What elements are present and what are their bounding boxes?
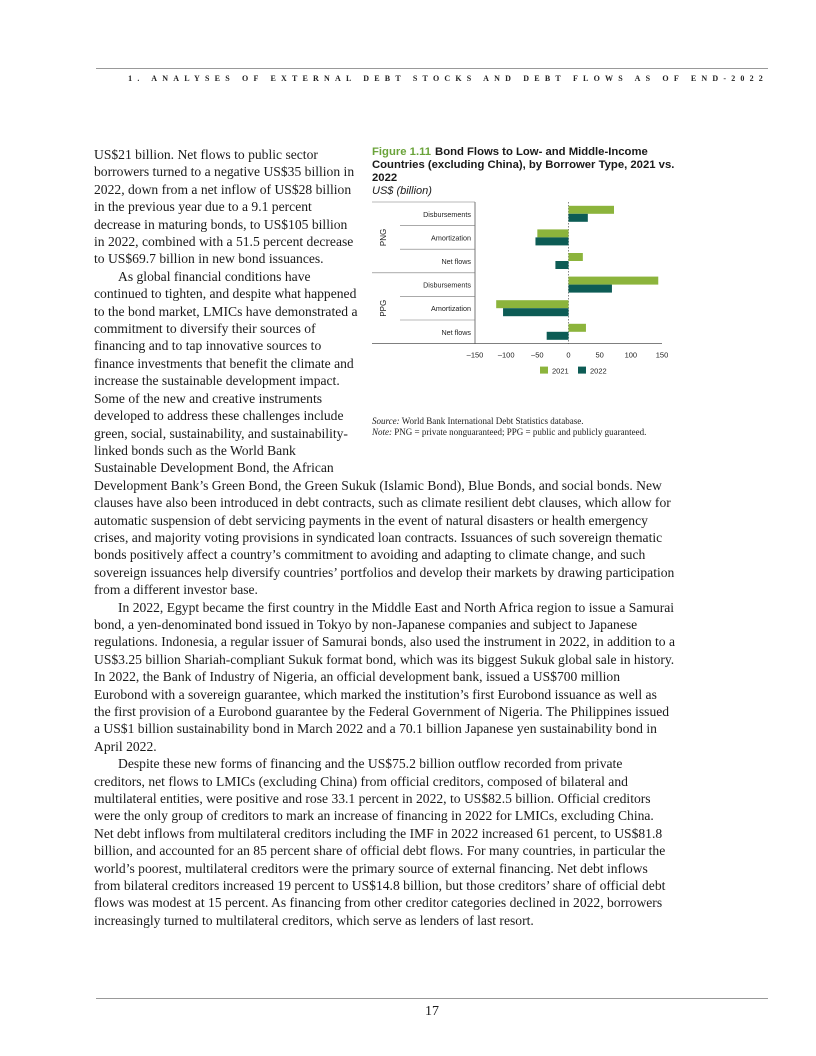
category-label: Amortization — [431, 233, 471, 243]
x-tick-label: 0 — [566, 350, 571, 360]
bar-2022-png-disbursements — [569, 214, 588, 222]
bar-2021-png-amortization — [537, 229, 568, 237]
bar-chart — [372, 198, 676, 408]
x-tick-label: 50 — [595, 350, 604, 360]
figure-1-11 — [372, 146, 676, 462]
note-text: PNG = private nonguaranteed; PPG = public and publicly guaranteed. — [394, 426, 647, 437]
legend-label-2021: 2021 — [552, 366, 569, 376]
category-label: Disbursements — [423, 209, 471, 219]
figure-title-text: Bond Flows to Low- and Middle-Income Countries (excluding China), by Borrower Type, 2021 vs. 2022 — [372, 146, 675, 184]
bar-2021-ppg-disbursements — [569, 277, 659, 285]
legend-swatch-2022 — [578, 367, 586, 374]
x-tick-label: –150 — [466, 350, 484, 360]
group-label-png: PNG — [379, 228, 388, 247]
group-label-ppg: PPG — [379, 299, 388, 317]
bar-2022-png-net-flows — [555, 261, 568, 269]
bar-2021-png-disbursements — [569, 206, 615, 214]
category-label: Disbursements — [423, 280, 471, 290]
paragraph: As global financial conditions have continued to tighten, and despite what happened to the bond market, LMICs have demonstrated a commitment to diversify their sources of financing and to tap innovative sources to finance investments that benefit the climate and increase the sustainable development impact. Some of the new and creative instruments developed to address these challenges include green, social, sustainability, and sustainability-linked bonds such as the World Bank Sustainable Development Bond, the African Development Bank’s Green Bond, the Green Sukuk (Islamic Bond), Blue Bonds, and social bonds. New clauses have also been introduced in debt contracts, such as climate resilient debt clauses, which allow for automatic suspension of debt servicing payments in the event of natural disasters or health emergency crises, and majority voting provisions in syndicated loan contracts. Issuances of such sovereign thematic bonds positively affect a country’s commitment to avoiding and adapting to climate change, and such sovereign issuances help diversify countries’ portfolios and develop their markets by drawing participation from a different investor base. — [94, 268, 675, 598]
x-tick-label: –50 — [531, 350, 544, 360]
note-label: Note: — [372, 426, 392, 437]
figure-title — [372, 146, 676, 185]
paragraph: In 2022, Egypt became the first country in the Middle East and North Africa region to issue a Samurai bond, a yen-denominated bond issued in Tokyo by non-Japanese companies and subject to Japanese regulations. Indonesia, a regular issuer of Samurai bonds, also used the instrument in 2022, in addition to a US$3.25 billion Shariah-compliant Sukuk format bond, which was its biggest Sukuk global sale in history. In 2022, the Bank of Industry of Nigeria, an official development bank, issued a US$700 million Eurobond with a sovereign guarantee, which marked the institution’s first Eurobond issuance as well as the first provision of a Eurobond guarantee by the Federal Government of Nigeria. The Philippines issued a US$1 billion sustainability bond in March 2022 and a 70.1 billion Japanese yen sustainability bond in April 2022. — [94, 599, 676, 754]
bar-2021-ppg-net-flows — [569, 324, 586, 332]
bar-2022-ppg-disbursements — [569, 285, 612, 293]
bar-2021-png-net-flows — [569, 253, 583, 261]
bar-2021-ppg-amortization — [496, 300, 568, 308]
figure-source — [372, 416, 676, 437]
legend-label-2022: 2022 — [590, 366, 607, 376]
figure-number: Figure 1.11 — [372, 146, 432, 158]
x-tick-label: –100 — [497, 350, 515, 360]
paragraph: Despite these new forms of financing and the US$75.2 billion outflow recorded from private creditors, net flows to LMICs (excluding China) from official creditors, composed of bilateral and multilateral entities, were positive and rose 33.1 percent in 2022, to US$82.5 billion. Official creditors were the only group of creditors to mark an increase of financing in 2022 for LMICs, excluding China. Net debt inflows from multilateral creditors including the IMF in 2022 increased 61 percent, to US$81.8 billion, and accounted for an 85 percent share of official debt flows. For many countries, in particular the world’s poorest, multilateral creditors were the primary source of external financing. Net debt inflows from bilateral creditors increased 19 percent to US$14.8 billion, but those creditors’ share of official debt flows was modest at 15 percent. As financing from other creditor categories declined in 2022, borrowers increasingly turned to multilateral creditors, which serve as lenders of last resort. — [94, 756, 666, 928]
footer-rule — [96, 998, 768, 999]
category-label: Net flows — [441, 257, 471, 266]
page-number: 17 — [425, 1004, 439, 1019]
category-label: Net flows — [441, 327, 471, 337]
x-tick-label: 100 — [624, 350, 638, 360]
source-label: Source: — [372, 416, 400, 427]
x-tick-label: 150 — [655, 350, 669, 360]
bar-2022-ppg-amortization — [503, 308, 568, 316]
category-label: Amortization — [431, 304, 471, 314]
source-text: World Bank International Debt Statistics database. — [401, 416, 584, 427]
header-rule — [96, 68, 768, 69]
running-head: 1. ANALYSES OF EXTERNAL DEBT STOCKS AND DEBT FLOWS AS OF END-2022 — [128, 74, 768, 83]
legend-swatch-2021 — [540, 367, 548, 374]
paragraph: US$21 billion. Net flows to public sector borrowers turned to a negative US$35 billion in 2022, down from a net inflow of US$28 billion in the previous year due to a 9.1 percent decrease in maturing bonds, to US$105 billion in 2022, combined with a 51.5 percent decrease to US$69.7 billion in new bond issuances. — [94, 147, 355, 267]
body-text — [94, 146, 676, 929]
bar-2022-ppg-net-flows — [547, 332, 569, 340]
figure-unit: US$ (billion) — [372, 185, 432, 197]
bar-2022-png-amortization — [535, 237, 568, 245]
